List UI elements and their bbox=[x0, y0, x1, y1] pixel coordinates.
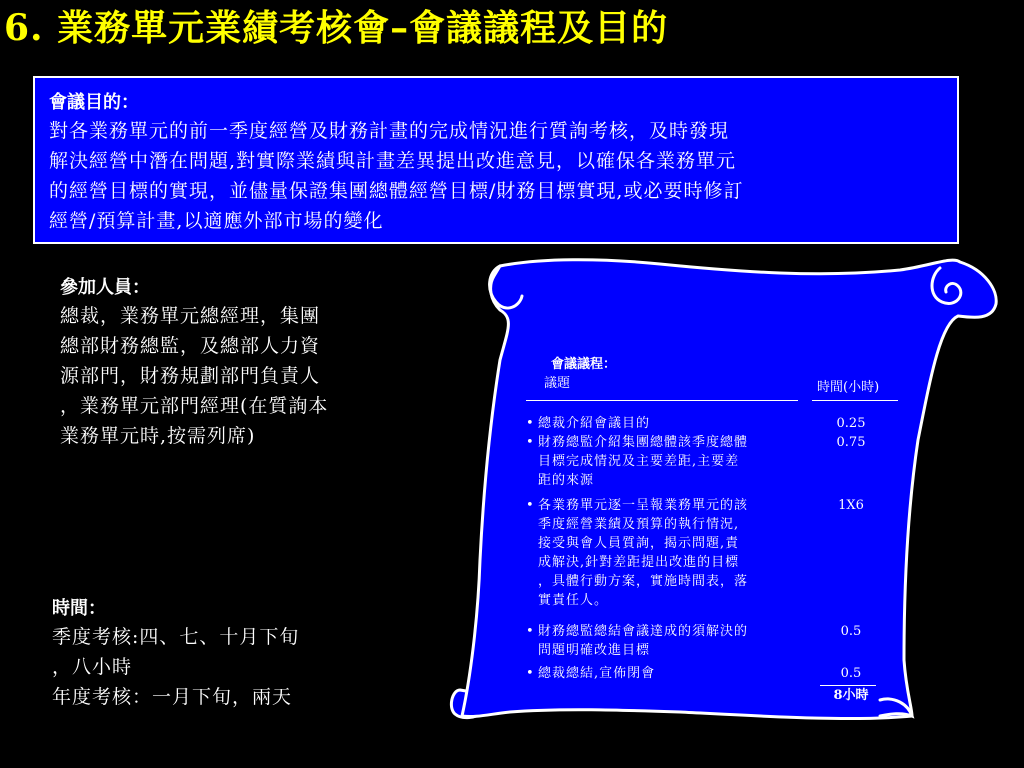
agenda-item-hours: 1X6 bbox=[838, 498, 864, 513]
agenda-item-hours: 0.25 bbox=[836, 416, 866, 431]
attendees-line: ，業務單元部門經理(在質詢本 bbox=[60, 395, 329, 417]
agenda-item-line: 距的來源 bbox=[538, 473, 595, 488]
time-column-header: 時間(小時) bbox=[817, 380, 880, 395]
purpose-line: 解決經營中潛在問題,對實際業績與計畫差異提出改進意見，以確保各業務單元 bbox=[49, 150, 737, 172]
slide-title: 6. 業務單元業績考核會–會議議程及目的 bbox=[4, 7, 669, 49]
agenda-item-line: 接受與會人員質詢，揭示問題,責 bbox=[538, 536, 740, 551]
agenda-item-hours: 0.75 bbox=[836, 435, 866, 450]
time-header-rule bbox=[812, 400, 898, 401]
attendees-line: 總部財務總監，及總部人力資 bbox=[60, 335, 321, 357]
total-hours: 8小時 bbox=[833, 688, 869, 703]
purpose-heading: 會議目的： bbox=[49, 92, 139, 113]
bullet-icon: • bbox=[526, 435, 534, 450]
agenda-item-text bbox=[538, 622, 800, 660]
agenda-item-text bbox=[538, 433, 800, 490]
agenda-item-hours: 0.5 bbox=[840, 624, 862, 639]
purpose-line: 的經營目標的實現，並儘量保證集團總體經營目標/財務目標實現,或必要時修訂 bbox=[49, 180, 744, 202]
attendees-line: 總裁，業務單元總經理，集團 bbox=[60, 305, 321, 327]
purpose-line: 對各業務單元的前一季度經營及財務計畫的完成情況進行質詢考核，及時發現 bbox=[49, 120, 730, 142]
agenda-item-line: 財務總監總結會議達成的須解決的 bbox=[538, 624, 749, 639]
time-line: 年度考核：一月下旬，兩天 bbox=[52, 686, 293, 708]
agenda-heading: 會議議程： bbox=[551, 357, 617, 372]
topic-column-header: 議題 bbox=[544, 376, 571, 391]
attendees-line: 源部門，財務規劃部門負責人 bbox=[60, 365, 321, 387]
agenda-item-text bbox=[538, 496, 800, 610]
topic-header-rule bbox=[526, 400, 798, 401]
agenda-item-line: 實責任人。 bbox=[538, 593, 609, 608]
agenda-item-line: 各業務單元逐一呈報業務單元的該 bbox=[538, 498, 749, 513]
time-line: ，八小時 bbox=[52, 656, 133, 678]
agenda-item-line: 總裁總結,宣佈閉會 bbox=[538, 666, 656, 681]
time-heading: 時間： bbox=[52, 598, 106, 619]
agenda-item-line: ，具體行動方案，實施時間表，落 bbox=[538, 574, 749, 589]
bullet-icon: • bbox=[526, 666, 534, 681]
agenda-item-line: 目標完成情況及主要差距,主要差 bbox=[538, 454, 740, 469]
bullet-icon: • bbox=[526, 498, 534, 513]
agenda-item-line: 總裁介紹會議目的 bbox=[538, 416, 651, 431]
agenda-item-text bbox=[538, 414, 800, 433]
purpose-line: 經營/預算計畫,以適應外部市場的變化 bbox=[49, 210, 384, 232]
bullet-icon: • bbox=[526, 624, 534, 639]
agenda-item-hours: 0.5 bbox=[840, 666, 862, 681]
agenda-item-text bbox=[538, 664, 800, 683]
agenda-item-line: 季度經營業績及預算的執行情況, bbox=[538, 517, 740, 532]
bullet-icon: • bbox=[526, 416, 534, 431]
agenda-item-line: 財務總監介紹集團總體該季度總體 bbox=[538, 435, 749, 450]
agenda-item-line: 成解決,針對差距提出改進的目標 bbox=[538, 555, 740, 570]
attendees-line: 業務單元時,按需列席) bbox=[60, 425, 256, 447]
attendees-heading: 參加人員： bbox=[60, 277, 150, 298]
time-line: 季度考核:四、七、十月下旬 bbox=[52, 626, 300, 648]
agenda-item-line: 問題明確改進目標 bbox=[538, 643, 651, 658]
